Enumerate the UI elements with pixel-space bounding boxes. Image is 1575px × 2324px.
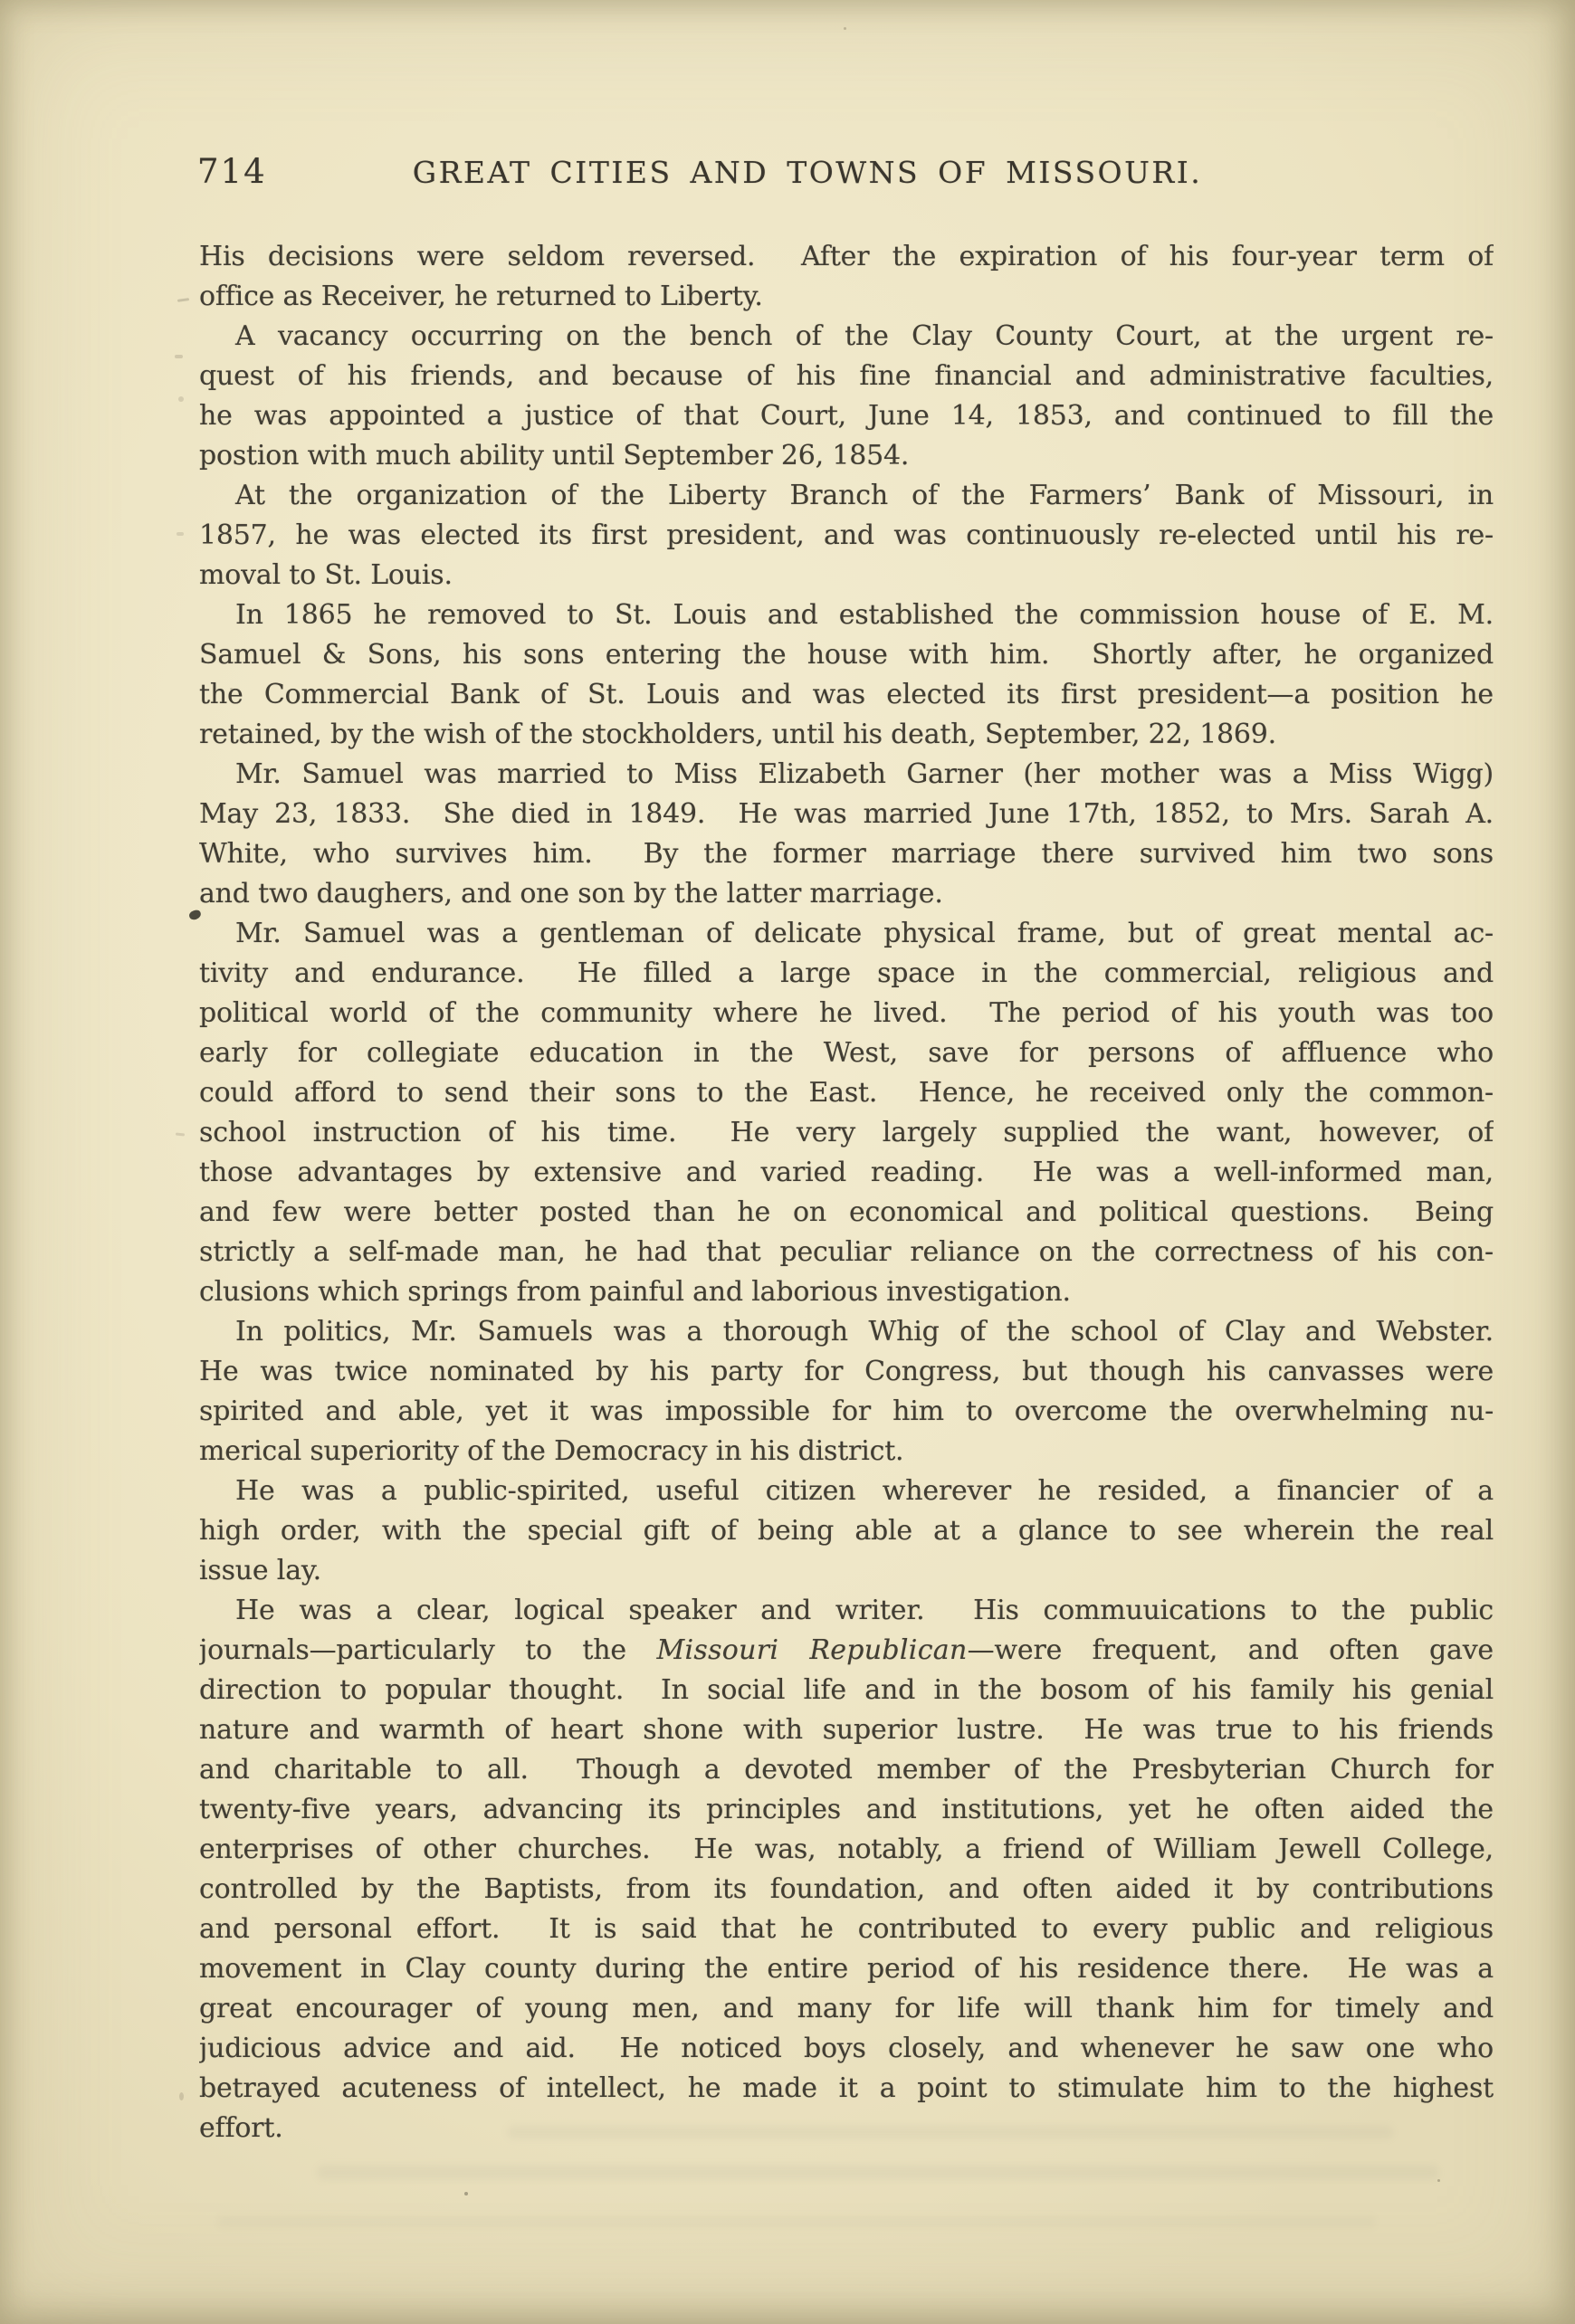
page-number: 714	[197, 152, 267, 191]
text-line: May 23, 1833. She died in 1849. He was married June 17th, 1852, to Mrs. Sarah A.	[199, 798, 1494, 830]
text-line: strictly a self-made man, he had that peculiar reliance on the correctness of his con-	[199, 1236, 1494, 1268]
text-line: betrayed acuteness of intellect, he made it a point to stimulate him to the highest	[199, 2072, 1494, 2104]
body-text	[199, 237, 1494, 2148]
text-line: He was a clear, logical speaker and writer. His commuuications to the public	[235, 1595, 1494, 1626]
text-line: and personal effort. It is said that he contributed to every public and religious	[199, 1913, 1494, 1945]
showthrough-text	[317, 2165, 1439, 2180]
text-line: office as Receiver, he returned to Liberty.	[199, 281, 763, 312]
running-header: GREAT CITIES AND TOWNS OF MISSOURI.	[412, 155, 1203, 190]
text-line: clusions which springs from painful and laborious investigation.	[199, 1276, 1071, 1308]
text-line: direction to popular thought. In social life and in the bosom of his family his genial	[199, 1674, 1494, 1706]
text-line: movement in Clay county during the entire period of his residence there. He was a	[199, 1953, 1494, 1985]
text-line: issue lay.	[199, 1555, 321, 1586]
text-line: tivity and endurance. He filled a large space in the commercial, religious and	[199, 957, 1494, 989]
text-line: A vacancy occurring on the bench of the Clay County Court, at the urgent re-	[235, 320, 1494, 352]
text-line: He was twice nominated by his party for Congress, but though his canvasses were	[199, 1356, 1494, 1387]
text-line: school instruction of his time. He very largely supplied the want, however, of	[199, 1117, 1494, 1148]
page-header	[199, 152, 1494, 199]
text-line: He was a public-spirited, useful citizen wherever he resided, a financier of a	[235, 1475, 1494, 1507]
text-line: could afford to send their sons to the East. Hence, he received only the common-	[199, 1077, 1494, 1109]
text-line: moval to St. Louis.	[199, 559, 453, 591]
text-line: twenty-five years, advancing its principles and institutions, yet he often aided the	[199, 1794, 1494, 1825]
scan-artifact	[177, 298, 189, 302]
text-line: quest of his friends, and because of his fine financial and administrative faculties,	[199, 360, 1494, 392]
scan-artifact	[178, 396, 184, 402]
text-line: effort.	[199, 2112, 283, 2144]
text-line: great encourager of young men, and many for life will thank him for timely and	[199, 1993, 1494, 2024]
text-line: and few were better posted than he on economical and political questions. Being	[199, 1196, 1494, 1228]
scan-artifact	[177, 532, 184, 536]
text-line: and two daughers, and one son by the latter marriage.	[199, 878, 943, 910]
text-line: 1857, he was elected its first president, and was continuously re-elected until his re-	[199, 519, 1494, 551]
text-line: In 1865 he removed to St. Louis and established the commission house of E. M.	[235, 599, 1494, 631]
text-line: journals—particularly to the Missouri Republican—were frequent, and often gave	[199, 1634, 1494, 1666]
text-line: nature and warmth of heart shone with superior lustre. He was true to his friends	[199, 1714, 1494, 1746]
text-line: judicious advice and aid. He noticed boys closely, and whenever he saw one who	[199, 2033, 1494, 2064]
text-line: postion with much ability until September 26, 1854.	[199, 440, 910, 471]
text-line: enterprises of other churches. He was, notably, a friend of William Jewell College,	[199, 1833, 1494, 1865]
text-line: Mr. Samuel was married to Miss Elizabeth Garner (her mother was a Miss Wigg)	[235, 758, 1494, 790]
text-line: those advantages by extensive and varied reading. He was a well-informed man,	[199, 1157, 1494, 1188]
text-line: merical superiority of the Democracy in his district.	[199, 1435, 904, 1467]
scan-artifact	[1437, 2179, 1440, 2182]
text-line: Mr. Samuel was a gentleman of delicate physical frame, but of great mental ac-	[235, 918, 1494, 949]
text-line: high order, with the special gift of being able at a glance to see wherein the real	[199, 1515, 1494, 1547]
text-line: At the organization of the Liberty Branch of the Farmers’ Bank of Missouri, in	[235, 480, 1494, 511]
text-line: controlled by the Baptists, from its foundation, and often aided it by contributions	[199, 1873, 1494, 1905]
scan-artifact	[176, 1132, 185, 1136]
text-line: he was appointed a justice of that Court, June 14, 1853, and continued to fill the	[199, 400, 1494, 432]
scan-artifact	[464, 2192, 468, 2195]
scan-artifact	[179, 2092, 184, 2100]
scan-artifact	[844, 27, 846, 30]
text-line: the Commercial Bank of St. Louis and was elected its first president—a position he	[199, 679, 1494, 710]
text-line: Samuel & Sons, his sons entering the house with him. Shortly after, he organized	[199, 639, 1494, 671]
text-line: and charitable to all. Though a devoted member of the Presbyterian Church for	[199, 1754, 1494, 1786]
text-line: His decisions were seldom reversed. After the expiration of his four-year term of	[199, 241, 1494, 272]
showthrough-text	[217, 2215, 1376, 2228]
text-line: In politics, Mr. Samuels was a thorough Whig of the school of Clay and Webster.	[235, 1316, 1494, 1348]
text-line: political world of the community where he lived. The period of his youth was too	[199, 997, 1494, 1029]
scan-artifact	[175, 355, 183, 358]
text-line: White, who survives him. By the former marriage there survived him two sons	[199, 838, 1494, 870]
text-line: spirited and able, yet it was impossible for him to overcome the overwhelming nu-	[199, 1395, 1494, 1427]
text-line: retained, by the wish of the stockholders, until his death, September, 22, 1869.	[199, 719, 1277, 750]
text-line: early for collegiate education in the West, save for persons of affluence who	[199, 1037, 1494, 1069]
